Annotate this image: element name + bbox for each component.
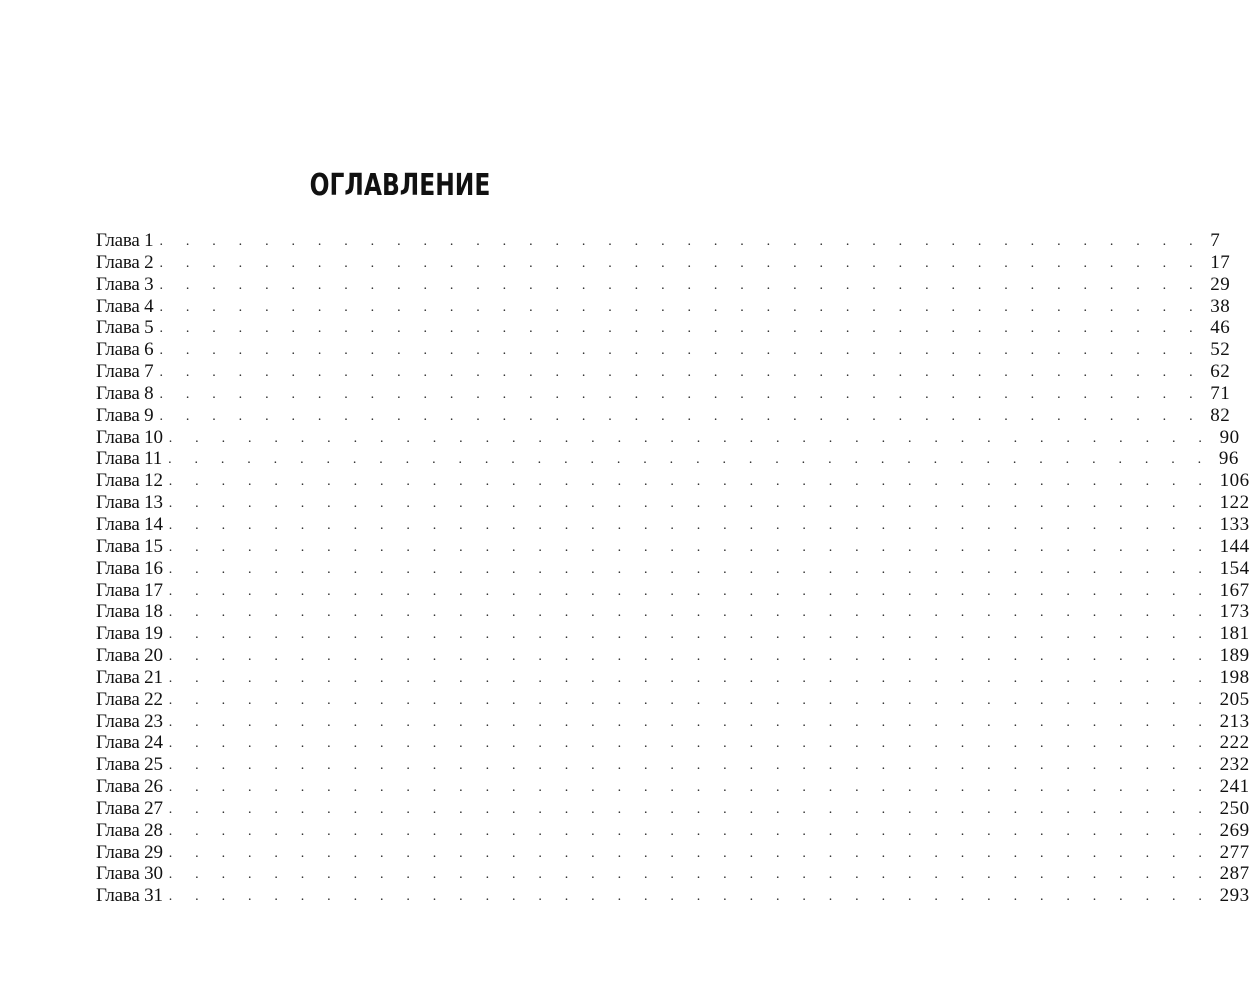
toc-entry[interactable]	[96, 448, 1239, 470]
toc-entry[interactable]	[96, 623, 1250, 645]
toc-page-number: 198	[1219, 666, 1250, 688]
toc-dot-leader: . . . . . . . . . . . . . . . . . . . . . . . . . . . . . . . . . . . . . . . .	[159, 365, 1203, 381]
toc-chapter-label: Глава 25	[96, 754, 163, 776]
toc-page-number: 122	[1219, 492, 1250, 514]
toc-dot-leader: . . . . . . . . . . . . . . . . . . . . . . . . . . . . . . . . . . . . . . . .	[168, 736, 1212, 752]
toc-chapter-label: Глава 23	[96, 710, 163, 732]
toc-dot-leader: . . . . . . . . . . . . . . . . . . . . . . . . . . . . . . . . . . . . . . . .	[168, 561, 1212, 577]
toc-chapter-label: Глава 24	[96, 732, 163, 754]
toc-chapter-label: Глава 7	[96, 361, 154, 383]
toc-dot-leader: . . . . . . . . . . . . . . . . . . . . . . . . . . . . . . . . . . . . . . . .	[168, 867, 1212, 883]
toc-page-number: 213	[1219, 710, 1250, 732]
toc-page-number: 173	[1219, 601, 1250, 623]
toc-entry[interactable]	[96, 710, 1250, 733]
toc-entry[interactable]	[96, 797, 1250, 820]
toc-chapter-label: Глава 6	[96, 339, 154, 361]
toc-page-number: 205	[1219, 688, 1250, 710]
toc-chapter-label: Глава 17	[96, 579, 163, 601]
toc-dot-leader: . . . . . . . . . . . . . . . . . . . . . . . . . . . . . . . . . . . . . . . .	[168, 845, 1212, 861]
toc-page-number: 241	[1219, 776, 1250, 798]
toc-dot-leader: . . . . . . . . . . . . . . . . . . . . . . . . . . . . . . . . . . . . . . . .	[168, 889, 1212, 905]
toc-entry[interactable]	[96, 601, 1250, 623]
toc-dot-leader: . . . . . . . . . . . . . . . . . . . . . . . . . . . . . . . . . . . . . . . .	[168, 430, 1212, 446]
toc-page-number: 133	[1219, 513, 1250, 535]
toc-page-number: 293	[1219, 885, 1250, 907]
toc-dot-leader: . . . . . . . . . . . . . . . . . . . . . . . . . . . . . . . . . . . . . . . .	[168, 496, 1212, 512]
toc-page-number: 287	[1219, 863, 1250, 885]
toc-chapter-label: Глава 15	[96, 535, 163, 557]
toc-chapter-label: Глава 11	[96, 448, 163, 470]
toc-chapter-label: Глава 30	[96, 863, 163, 885]
toc-dot-leader: . . . . . . . . . . . . . . . . . . . . . . . . . . . . . . . . . . . . . . . .	[168, 692, 1212, 708]
toc-page-number: 181	[1219, 623, 1250, 645]
toc-entry[interactable]	[96, 776, 1250, 798]
toc-entry[interactable]	[96, 579, 1250, 602]
toc-dot-leader: . . . . . . . . . . . . . . . . . . . . . . . . . . . . . . . . . . . . . . . .	[168, 823, 1212, 839]
toc-chapter-label: Глава 2	[96, 251, 154, 273]
toc-entry[interactable]	[96, 361, 1231, 383]
toc-chapter-label: Глава 1	[96, 230, 154, 251]
toc-page-number: 189	[1219, 645, 1250, 667]
toc-page-number: 82	[1210, 404, 1231, 426]
toc-entry[interactable]	[96, 819, 1250, 842]
toc-dot-leader: . . . . . . . . . . . . . . . . . . . . . . . . . . . . . . . . . . . . . . . .	[159, 321, 1203, 337]
toc-chapter-label: Глава 18	[96, 601, 163, 623]
toc-entry[interactable]	[96, 841, 1250, 864]
toc-dot-leader: . . . . . . . . . . . . . . . . . . . . . . . . . . . . . . . . . . . . . . . .	[168, 758, 1212, 774]
toc-entry[interactable]	[96, 426, 1240, 449]
toc-page-number: 96	[1218, 448, 1239, 470]
toc-chapter-label: Глава 4	[96, 295, 154, 317]
toc-chapter-label: Глава 22	[96, 688, 163, 710]
toc-page-number: 269	[1219, 819, 1250, 841]
toc-entry[interactable]	[96, 666, 1250, 689]
toc-page-number: 90	[1219, 426, 1240, 448]
toc-dot-leader: . . . . . . . . . . . . . . . . . . . . . . . . . . . . . . . . . . . . . . . .	[159, 277, 1203, 293]
toc-chapter-label: Глава 16	[96, 557, 163, 579]
toc-entry[interactable]	[96, 251, 1231, 274]
toc-dot-leader: . . . . . . . . . . . . . . . . . . . . . . . . . . . . . . . . . . . . . . . .	[168, 452, 1211, 468]
toc-page-number: 277	[1219, 841, 1250, 863]
toc-dot-leader: . . . . . . . . . . . . . . . . . . . . . . . . . . . . . . . . . . . . . . . .	[159, 343, 1203, 359]
toc-chapter-label: Глава 20	[96, 645, 163, 667]
toc-page-number: 29	[1210, 273, 1231, 295]
toc-page-number: 17	[1210, 251, 1231, 273]
toc-page-number: 250	[1219, 797, 1250, 819]
toc-chapter-label: Глава 26	[96, 776, 163, 798]
toc-chapter-label: Глава 21	[96, 666, 163, 688]
toc-page-number: 46	[1210, 317, 1231, 339]
toc-chapter-label: Глава 9	[96, 404, 154, 426]
toc-chapter-label: Глава 14	[96, 513, 163, 535]
toc-chapter-label: Глава 10	[96, 426, 163, 448]
toc-page-number: 71	[1210, 382, 1231, 404]
toc-page-number: 38	[1210, 295, 1231, 317]
toc-entry[interactable]	[96, 230, 1221, 252]
toc-chapter-label: Глава 19	[96, 623, 163, 645]
toc-page-number: 106	[1219, 470, 1250, 492]
toc-entry[interactable]	[96, 535, 1250, 558]
toc-dot-leader: . . . . . . . . . . . . . . . . . . . . . . . . . . . . . . . . . . . . . . . .	[168, 670, 1212, 686]
toc-dot-leader: . . . . . . . . . . . . . . . . . . . . . . . . . . . . . . . . . . . . . . . .	[159, 255, 1203, 271]
toc-dot-leader: . . . . . . . . . . . . . . . . . . . . . . . . . . . . . . . . . . . . . . . .	[168, 583, 1212, 599]
toc-entry[interactable]	[96, 317, 1231, 339]
toc-title: ОГЛАВЛЕНИЕ	[309, 168, 491, 203]
toc-page-number: 144	[1219, 535, 1250, 557]
toc-entry[interactable]	[96, 492, 1250, 514]
toc-dot-leader: . . . . . . . . . . . . . . . . . . . . . . . . . . . . . . . . . . . . . . . .	[159, 234, 1203, 249]
toc-dot-leader: . . . . . . . . . . . . . . . . . . . . . . . . . . . . . . . . . . . . . . . .	[159, 408, 1203, 424]
toc-dot-leader: . . . . . . . . . . . . . . . . . . . . . . . . . . . . . . . . . . . . . . . .	[159, 386, 1203, 402]
toc-page-number: 167	[1219, 579, 1250, 601]
table-of-contents	[96, 230, 1250, 907]
toc-dot-leader: . . . . . . . . . . . . . . . . . . . . . . . . . . . . . . . . . . . . . . . .	[168, 627, 1212, 643]
toc-page-number: 232	[1219, 754, 1250, 776]
toc-chapter-label: Глава 5	[96, 317, 154, 339]
toc-chapter-label: Глава 27	[96, 797, 163, 819]
toc-chapter-label: Глава 3	[96, 273, 154, 295]
toc-entry[interactable]	[96, 557, 1250, 580]
toc-entry[interactable]	[96, 339, 1231, 361]
toc-chapter-label: Глава 29	[96, 841, 163, 863]
toc-chapter-label: Глава 31	[96, 885, 163, 907]
toc-page-number: 62	[1210, 361, 1231, 383]
toc-chapter-label: Глава 12	[96, 470, 163, 492]
toc-dot-leader: . . . . . . . . . . . . . . . . . . . . . . . . . . . . . . . . . . . . . . . .	[168, 605, 1212, 621]
toc-chapter-label: Глава 28	[96, 819, 163, 841]
toc-dot-leader: . . . . . . . . . . . . . . . . . . . . . . . . . . . . . . . . . . . . . . . .	[168, 649, 1212, 665]
toc-entry[interactable]	[96, 885, 1250, 907]
toc-entry[interactable]	[96, 273, 1231, 296]
toc-entry[interactable]	[96, 732, 1250, 754]
toc-entry[interactable]	[96, 513, 1250, 536]
toc-dot-leader: . . . . . . . . . . . . . . . . . . . . . . . . . . . . . . . . . . . . . . . .	[168, 714, 1212, 730]
toc-chapter-label: Глава 8	[96, 382, 154, 404]
toc-entry[interactable]	[96, 645, 1250, 667]
toc-page-number: 154	[1219, 557, 1250, 579]
toc-entry[interactable]	[96, 382, 1231, 405]
toc-entry[interactable]	[96, 863, 1250, 885]
toc-entry[interactable]	[96, 295, 1231, 318]
toc-entry[interactable]	[96, 754, 1250, 776]
toc-dot-leader: . . . . . . . . . . . . . . . . . . . . . . . . . . . . . . . . . . . . . . . .	[168, 801, 1212, 817]
toc-page-number: 7	[1210, 230, 1221, 251]
toc-entry[interactable]	[96, 404, 1231, 427]
toc-chapter-label: Глава 13	[96, 492, 163, 514]
toc-page-number: 222	[1219, 732, 1250, 754]
toc-page-number: 52	[1210, 339, 1231, 361]
toc-dot-leader: . . . . . . . . . . . . . . . . . . . . . . . . . . . . . . . . . . . . . . . .	[168, 474, 1212, 490]
toc-dot-leader: . . . . . . . . . . . . . . . . . . . . . . . . . . . . . . . . . . . . . . . .	[159, 299, 1203, 315]
toc-dot-leader: . . . . . . . . . . . . . . . . . . . . . . . . . . . . . . . . . . . . . . . .	[168, 539, 1212, 555]
toc-dot-leader: . . . . . . . . . . . . . . . . . . . . . . . . . . . . . . . . . . . . . . . .	[168, 517, 1212, 533]
toc-dot-leader: . . . . . . . . . . . . . . . . . . . . . . . . . . . . . . . . . . . . . . . .	[168, 780, 1212, 796]
toc-entry[interactable]	[96, 688, 1250, 711]
toc-entry[interactable]	[96, 470, 1250, 492]
